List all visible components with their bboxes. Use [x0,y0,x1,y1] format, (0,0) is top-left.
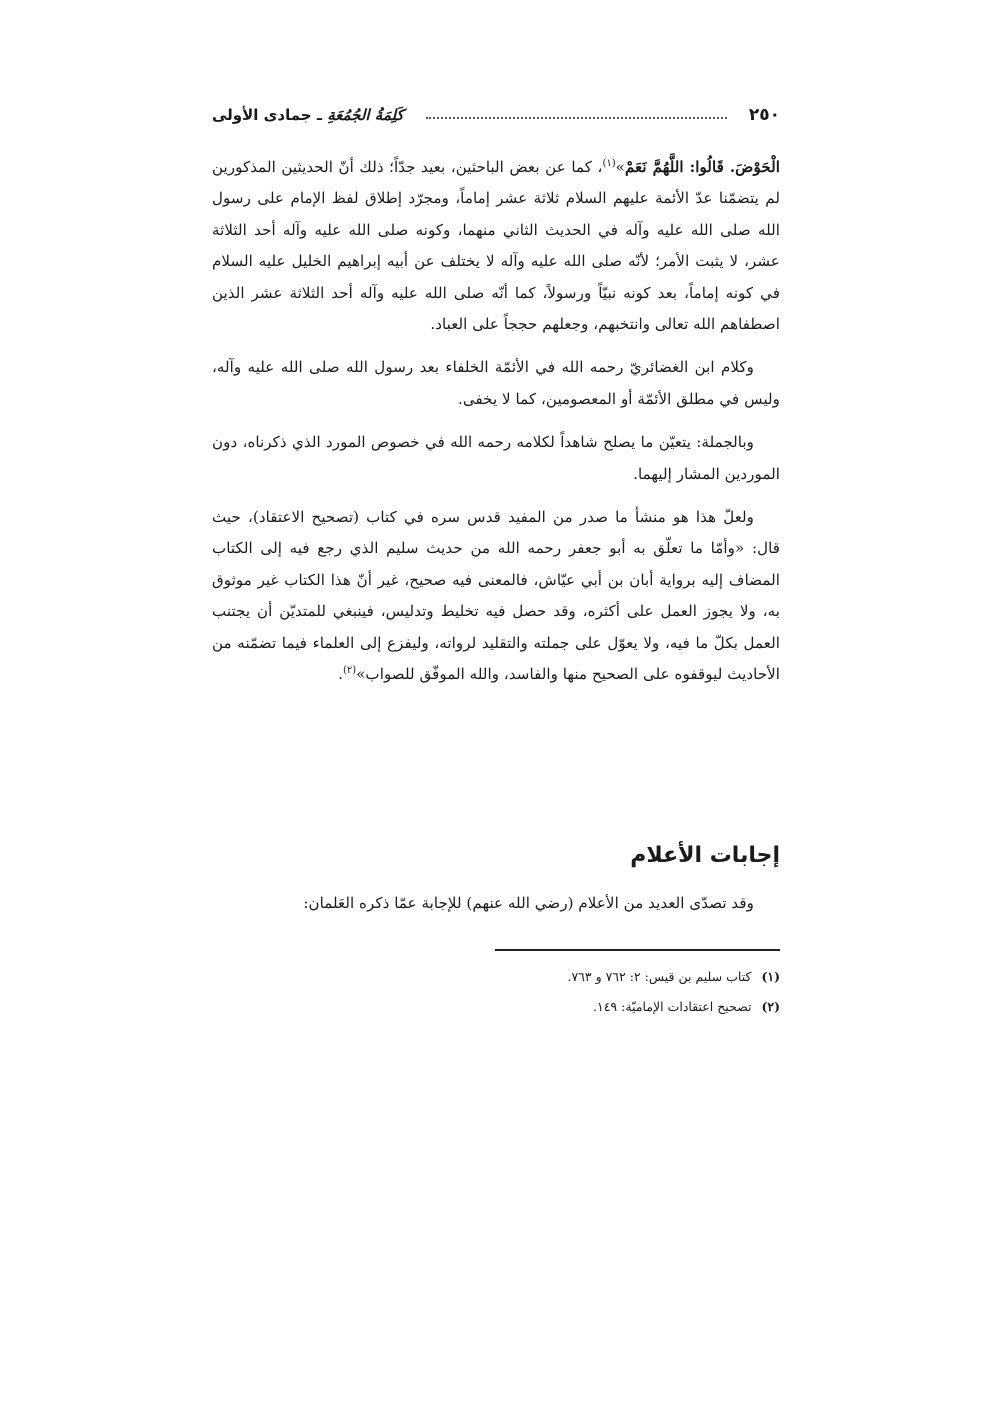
paragraph-1-text: ، كما عن بعض الباحثين، بعيد جدّاً؛ ذلك أنّ الحديثين المذكورين لم يتضمّنا عدّ الأئمة عليهم السلام ثلاثة عشر إماماً، ومجرّد إطلاق لفظ الإمام على رسول الله صلى الله عليه وآله في الحديث الثاني منهما، وكونه صلى الله عليه وآله أحد الثلاثة عشر، لا يثبت الأمر؛ لأنّه صلى الله عليه وآله لا يختلف عن أبيه إبراهيم الخليل عليه السلام في كونه إماماً، بعد كونه نبيّاً ورسولاً، كما أنّه صلى الله عليه وآله أحد الثلاثة عشر الذين اصطفاهم الله تعالى وانتخبهم، وجعلهم حججاً على العباد. [212,158,780,334]
document-page [212,92,780,1092]
footnote-ref-2[interactable]: (٢) [342,665,357,677]
paragraph-3-text: وبالجملة: يتعيّن ما يصلح شاهداً لكلامه رحمه الله في خصوص المورد الذي ذكرناه، دون الموردين المشار إليهما. [212,433,780,483]
issue-label: جمادى الأولى [212,106,312,124]
header-dotted-leader [426,117,727,119]
paragraph-4-text: ولعلّ هذا هو منشأ ما صدر من المفيد قدس سره في كتاب (تصحيح الاعتقاد)، حيث قال: «وأمّا ما تعلّق به أبو جعفر رحمه الله من حديث سليم الذي رجع فيه إلى الكتاب المضاف إليه برواية أبان بن أبي عيّاش، فالمعنى فيه صحيح، غير أنّ هذا الكتاب غير موثوق به، ولا يجوز العمل على أكثره، وقد حصل فيه تخليط وتدليس، فينبغي للمتديّن أن يجتنب العمل بكلّ ما فيه، ولا يعوّل على جملته والتقليد لرواته، وليفزع إلى العلماء فيما تضمّنه من الأحاديث ليوقفوه على الصحيح منها والفاسد، والله الموفّق للصواب» [212,508,780,684]
journal-title-logo: كَلِمَةُ الجُمُعَةِ [327,106,404,124]
footnote-2-number: (٢) [761,999,780,1014]
header-title [212,106,404,124]
footnote-1-text: كتاب سليم بن قيس: ٢: ٧٦٢ و ٧٦٣. [567,969,752,984]
footnote-1-number: (١) [761,969,780,984]
footnote-1 [212,962,780,992]
paragraph-2-text: وكلام ابن الغضائريّ رحمه الله في الأئمّة الخلفاء بعد رسول الله صلى الله عليه وآله، وليس في مطلق الأئمّة أو المعصومين، كما لا يخفى. [212,358,780,408]
paragraph-2 [212,352,780,415]
quoted-hadith: الْحَوْضَ. قَالُوا: اللَّهُمَّ نَعَمْ [624,158,780,176]
section-heading: إجابات الأعلام [630,843,780,868]
paragraph-3 [212,427,780,490]
page-number: ٢٥٠ [748,105,780,125]
footnote-divider [495,949,780,951]
footnote-ref-1[interactable]: (١) [602,157,616,169]
header-separator: ـ [311,106,322,124]
running-header [212,100,780,130]
footnote-2-text: تصحيح اعتقادات الإماميّة: ١٤٩. [593,999,752,1014]
paragraph-4 [212,502,780,690]
closing-paragraph: وقد تصدّى العديد من الأعلام (رضي الله عنهم) للإجابة عمّا ذكره العَلمان: [303,894,754,912]
paragraph-1 [212,152,780,340]
quote-close: » [615,158,625,176]
footnote-2 [212,992,780,1022]
body-text [212,152,780,703]
footnotes [212,962,780,1022]
paragraph-4-tail: . [338,665,343,684]
